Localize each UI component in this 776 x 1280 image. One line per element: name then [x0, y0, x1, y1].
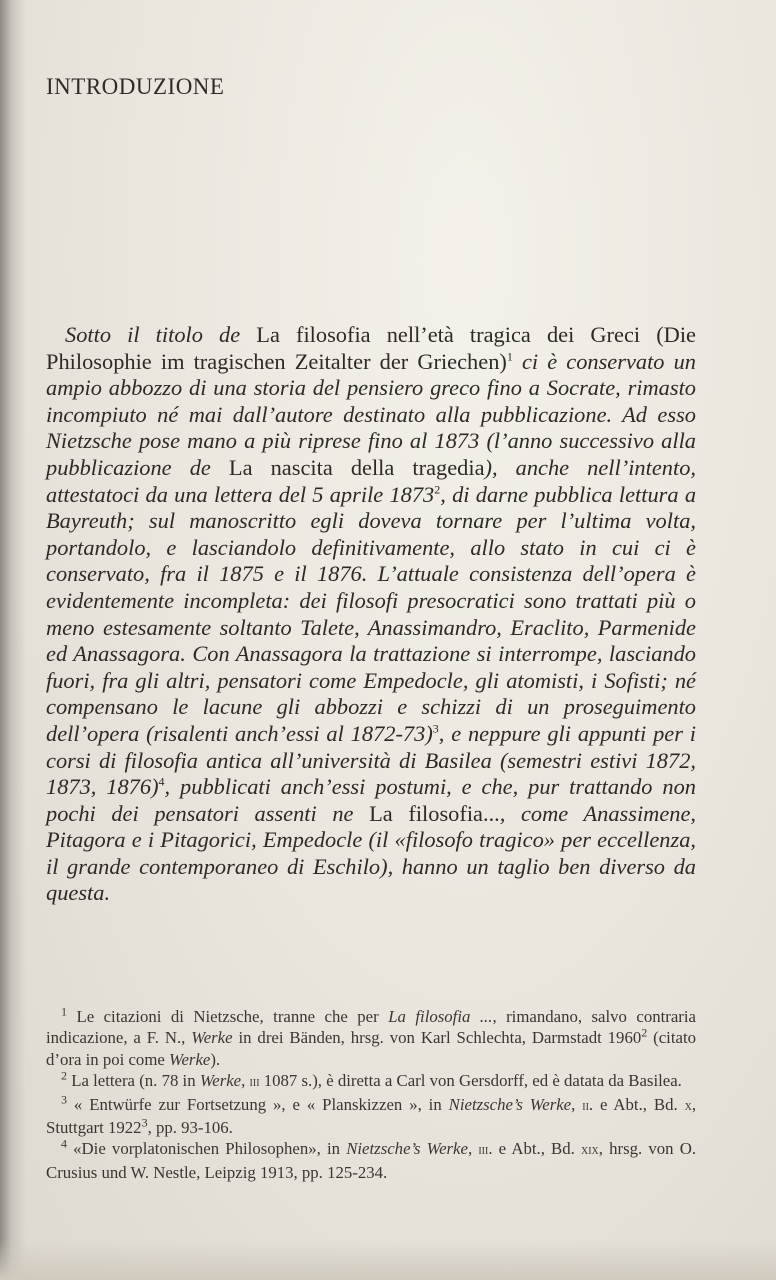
footnote-text: Nietzsche’s Werke [346, 1139, 468, 1159]
footnote-text: Werke [191, 1028, 233, 1048]
footnote-3 [46, 1094, 696, 1139]
paragraph-text-italic: , di darne pubblica lettura a Bayreuth; sul manoscritto egli doveva tornare per l’ultima volta, portandolo, e lasciandolo definitivamente, allo stato in cui ci è conservato, fra il 1875 e il 1876. L’attuale consistenza dell’opera è evidentemente incompleta: dei filosofi presocratici sono trattati più o meno estesamente soltanto Talete, Anassimandro, Eraclito, Parmenide ed Anassagora. Con Anassagora la trattazione si interrompe, lasciando fuori, fra gli altri, pensatori come Empedocle, gli atomisti, i Sofisti; né compensano le lacune gli abbozzi e schizzi di un proseguimento dell’opera (risalenti anch’essi al 1872-73) [46, 481, 697, 746]
footnote-text: xix [581, 1142, 599, 1159]
footnotes-section [46, 1006, 696, 1183]
footnote-ref[interactable]: 3 [432, 721, 439, 736]
footnote-text: Werke [199, 1071, 242, 1091]
paragraph-text-roman: La nascita della tragedia [228, 454, 485, 480]
footnote-number: 2 [61, 1068, 67, 1083]
footnote-text: . e Abt., Bd. [588, 1094, 685, 1114]
footnote-text: 3 [141, 1115, 148, 1130]
footnote-number: 1 [61, 1004, 67, 1019]
footnote-text: 1087 s.), è diretta a Carl von Gersdorff, ed è datata da Basilea. [259, 1071, 682, 1091]
footnote-text: x [684, 1097, 692, 1114]
footnote-text: in drei Bänden, hrsg. von Karl Schlechta, Darmstadt 1960 [232, 1028, 642, 1048]
footnote-text: . e Abt., Bd. [488, 1139, 581, 1159]
paragraph-text-italic: ci è conservato un ampio abbozzo di una storia del pensiero greco fino a Socrate, rimasto incompiuto né mai dall’autore destinato alla pubblicazione. Ad esso Nietzsche pose mano a più riprese fino al 1873 (l’anno successivo alla pubblicazione de [46, 348, 696, 480]
paragraph-text-italic: ), anche nell’intento, attestatoci da una lettera del 5 aprile 1873 [46, 454, 696, 507]
footnote-text: « Entwürfe zur Fortsetzung », e « Planskizzen », in [67, 1094, 449, 1114]
footnote-text: La lettera (n. 78 in [67, 1071, 200, 1091]
footnote-text: «Die vorplatonischen Philosophen», in [67, 1139, 347, 1159]
paragraph-text-italic: , e neppure gli appunti per i corsi di filosofia antica all’università di Basilea (semestri estivi 1872, 1873, 1876) [46, 720, 696, 800]
footnote-text: Werke [169, 1049, 211, 1069]
footnote-1 [46, 1006, 696, 1070]
paragraph-text-italic: , come Anassimene, Pitagora e i Pitagorici, Empedocle (il «filosofo tragico» per eccellenza, il grande contemporaneo di Eschilo), hanno un taglio ben diverso da questa. [46, 800, 697, 906]
paragraph-text-italic: , pubblicati anch’essi postumi, e che, pur trattando non pochi dei pensatori assenti ne [46, 774, 697, 826]
page-edge-shadow [0, 0, 26, 1280]
footnote-text: La filosofia ... [388, 1007, 493, 1026]
paragraph-text-roman: La filosofia... [369, 800, 500, 826]
footnote-number: 4 [61, 1136, 67, 1151]
footnote-text: ). [210, 1049, 221, 1069]
footnote-text: , hrsg. von O. Crusius und W. Nestle, Leipzig 1913, pp. 125-234. [46, 1139, 697, 1182]
footnote-text: , [571, 1094, 583, 1114]
footnote-number: 3 [61, 1092, 67, 1107]
footnote-text: 2 [641, 1025, 648, 1040]
footnote-text: , rimandano, salvo contraria indicazione, a F. N., [46, 1007, 697, 1048]
chapter-heading: INTRODUZIONE [46, 74, 225, 99]
footnote-text: iii [249, 1074, 260, 1091]
footnote-text: Le citazioni di Nietzsche, tranne che per [67, 1007, 389, 1026]
footnote-text: iii [478, 1142, 489, 1159]
footnote-ref[interactable]: 4 [158, 774, 165, 789]
footnote-ref[interactable]: 1 [506, 349, 513, 364]
footnote-4 [46, 1138, 696, 1183]
footnote-text: Nietzsche’s Werke [448, 1094, 572, 1114]
paragraph-text-roman: La filosofia nell’età tragica dei Greci (Die Philosophie im tragischen Zeitalter der Griechen) [46, 322, 696, 374]
footnote-text: (citato d’ora in poi come [46, 1028, 696, 1069]
footnote-text: , [467, 1139, 479, 1159]
footnote-text: , [241, 1071, 250, 1091]
page-bottom-shadow [0, 1240, 776, 1280]
footnote-text: , pp. 93-106. [147, 1118, 233, 1138]
footnote-ref[interactable]: 2 [434, 482, 441, 497]
introduction-paragraph [46, 322, 696, 907]
footnote-2 [46, 1070, 696, 1093]
footnote-text: , Stuttgart 1922 [46, 1094, 697, 1138]
paragraph-text-italic: Sotto il titolo de [65, 322, 257, 347]
footnote-text: ii [582, 1097, 589, 1114]
